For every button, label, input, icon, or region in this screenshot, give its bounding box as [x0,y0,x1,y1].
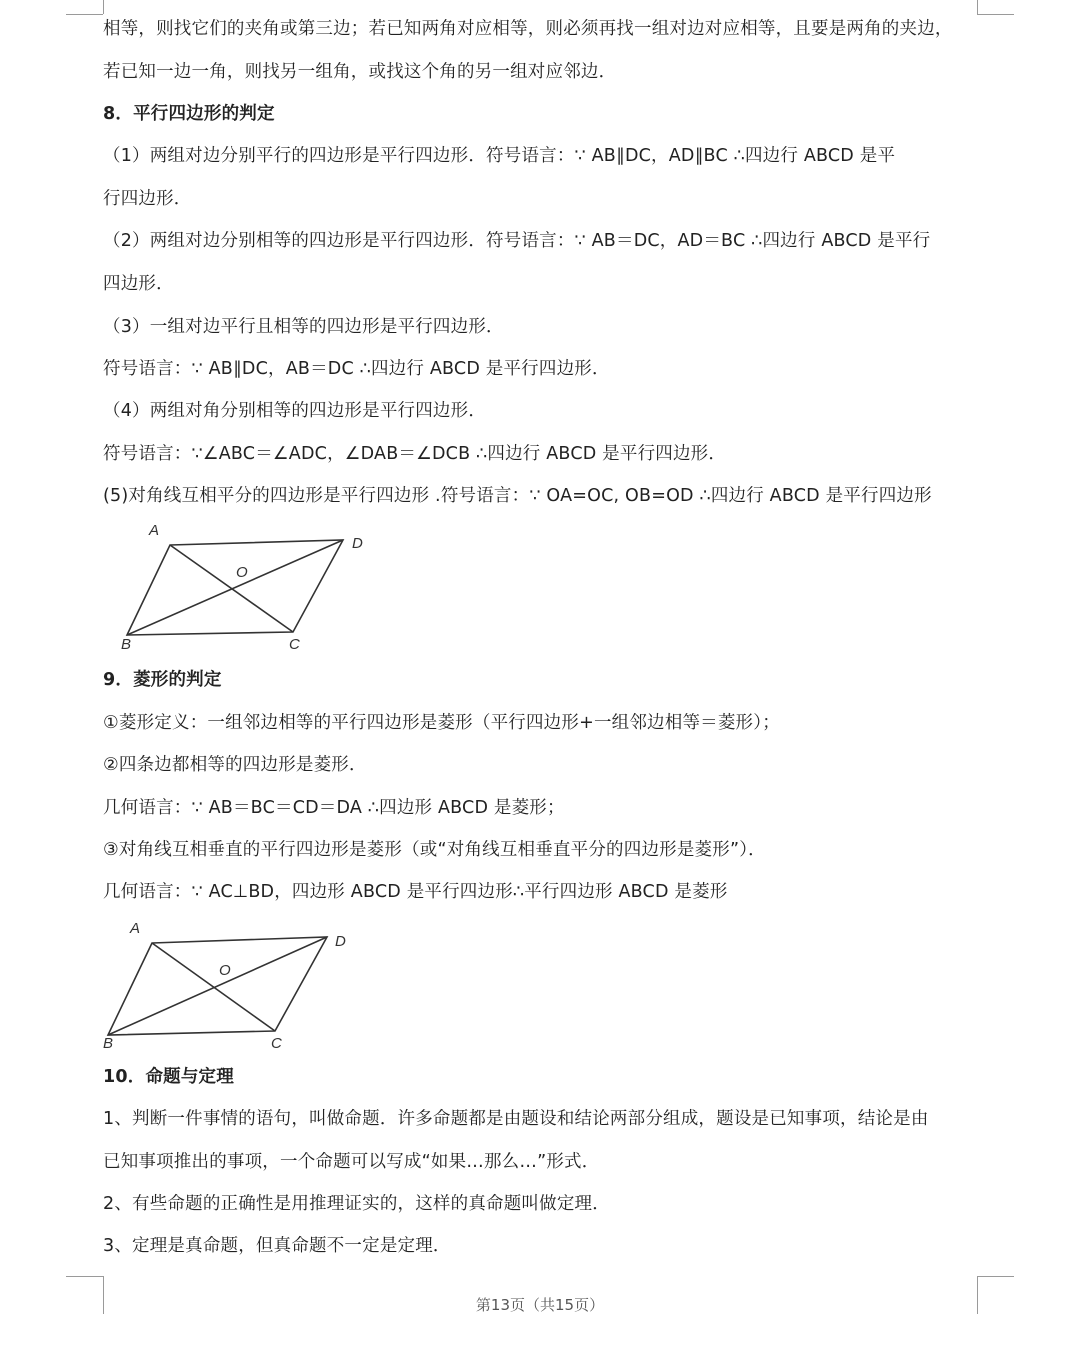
text-line: 3、定理是真命题，但真命题不一定是定理． [103,1236,451,1256]
label-d: D [352,535,363,552]
label-b: B [103,1035,114,1052]
label-o: O [219,962,231,979]
section-heading-10: 10．命题与定理 [103,1067,234,1087]
crop-mark-top-right-h [977,14,1014,15]
label-a: A [130,920,141,937]
section-heading-8: 8．平行四边形的判定 [103,104,275,124]
label-b: B [121,636,132,653]
label-c: C [289,636,300,653]
text-line: （1）两组对边分别平行的四边形是平行四边形．符号语言：∵ AB∥DC，AD∥BC ∴四边行 ABCD 是平 [103,146,896,166]
label-c: C [271,1035,282,1052]
text-line: （4）两组对角分别相等的四边形是平行四边形． [103,401,487,421]
text-line: （2）两组对边分别相等的四边形是平行四边形．符号语言：∵ AB＝DC，AD＝BC ∴四边行 ABCD 是平行 [103,231,931,251]
text-line: 几何语言：∵ AC⊥BD，四边形 ABCD 是平行四边形∴平行四边形 ABCD 是菱形 [103,882,728,902]
text-line: ②四条边都相等的四边形是菱形． [103,755,367,775]
text-line: 相等，则找它们的夹角或第三边；若已知两角对应相等，则必须再找一组对边对应相等，且要是两角的夹边， [103,19,953,39]
crop-mark-bottom-left-h [66,1276,103,1277]
crop-mark-top-left-h [66,14,103,15]
crop-mark-top-right [977,0,978,14]
text-line: 符号语言：∵ AB∥DC，AB＝DC ∴四边行 ABCD 是平行四边形． [103,359,610,379]
text-line: (5)对角线互相平分的四边形是平行四边形 .符号语言：∵ OA=OC, OB=OD ∴四边行 ABCD 是平行四边形 [103,486,932,506]
label-d: D [335,933,346,950]
section-heading-9: 9．菱形的判定 [103,670,222,690]
text-line: 几何语言：∵ AB＝BC＝CD＝DA ∴四边形 ABCD 是菱形； [103,798,565,818]
label-a: A [149,522,160,539]
label-o: O [236,564,248,581]
text-line: 四边形． [103,274,174,294]
text-line: ①菱形定义：一组邻边相等的平行四边形是菱形（平行四边形+一组邻边相等＝菱形）； [103,713,780,733]
text-line: 若已知一边一角，则找另一组角，或找这个角的另一组对应邻边． [103,62,617,82]
page-footer: 第13页（共15页） [475,1296,605,1314]
text-line: 1、判断一件事情的语句，叫做命题．许多命题都是由题设和结论两部分组成，题设是已知事项，结论是由 [103,1109,929,1129]
text-line: 已知事项推出的事项，一个命题可以写成“如果…那么…”形式． [103,1152,600,1172]
text-line: 2、有些命题的正确性是用推理证实的，这样的真命题叫做定理． [103,1194,610,1214]
text-line: 符号语言：∵∠ABC＝∠ADC，∠DAB＝∠DCB ∴四边行 ABCD 是平行四边形． [103,444,727,464]
text-line: ③对角线互相垂直的平行四边形是菱形（或“对角线互相垂直平分的四边形是菱形”）． [103,840,766,860]
rhombus-figure-2 [95,915,365,1055]
crop-mark-top-left [103,0,104,14]
text-line: （3）一组对边平行且相等的四边形是平行四边形． [103,317,504,337]
crop-mark-bottom-right-h [977,1276,1014,1277]
text-line: 行四边形． [103,189,192,209]
parallelogram-figure-1 [105,515,375,655]
